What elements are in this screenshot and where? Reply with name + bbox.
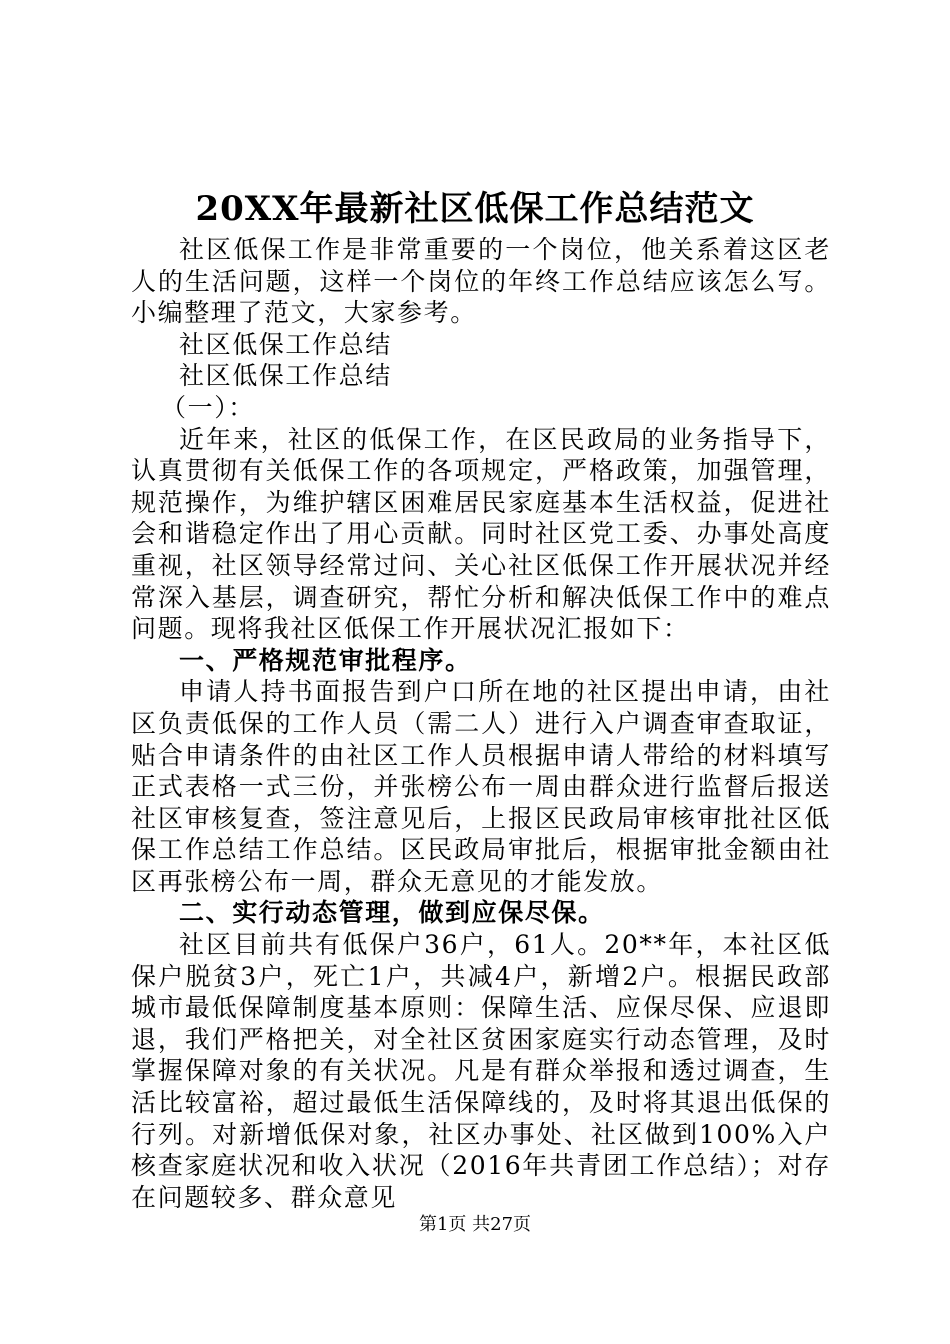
document-title: 20XX年最新社区低保工作总结范文 [195, 189, 755, 229]
document-body [131, 234, 831, 1213]
section-heading: 一、严格规范审批程序。 [179, 645, 472, 675]
paragraph-management: 社区目前共有低保户36户，61人。20**年，本社区低保户脱贫3户，死亡1户，共减4户，新增2户。根据民政部城市最低保障制度基本原则：保障生活、应保尽保、应退即退，我们严格把关，对全社区贫困家庭实行动态管理，及时掌握保障对象的有关状况。凡是有群众举报和透过调查，生活比较富裕，超过最低生活保障线的，及时将其退出低保的行列。对新增低保对象，社区办事处、社区做到100%入户核查家庭状况和收入状况（2016年共青团工作总结）；对存在问题较多、群众意见 [131, 930, 831, 1212]
paragraph-intro: 社区低保工作是非常重要的一个岗位，他关系着这区老人的生活问题，这样一个岗位的年终工作总结应该怎么写。小编整理了范文，大家参考。 [131, 235, 831, 328]
paragraph-subtitle: 社区低保工作总结 [179, 361, 392, 391]
section-heading: 二、实行动态管理，做到应保尽保。 [179, 898, 605, 928]
paragraph-subtitle: 社区低保工作总结 [179, 329, 392, 359]
section-number: （一）： [161, 392, 255, 422]
paragraph-overview: 近年来，社区的低保工作，在区民政局的业务指导下，认真贯彻有关低保工作的各项规定，严格政策，加强管理，规范操作，为维护辖区困难居民家庭基本生活权益，促进社会和谐稳定作出了用心贡献。同时社区党工委、办事处高度重视，社区领导经常过问、关心社区低保工作开展状况并经常深入基层，调查研究，帮忙分析和解决低保工作中的难点问题。现将我社区低保工作开展状况汇报如下： [131, 424, 831, 644]
paragraph-approval: 申请人持书面报告到户口所在地的社区提出申请，由社区负责低保的工作人员（需二人）进行入户调查审查取证，贴合申请条件的由社区工作人员根据申请人带给的材料填写正式表格一式三份，并张榜公布一周由群众进行监督后报送社区审核复查，签注意见后，上报区民政局审核审批社区低保工作总结工作总结。区民政局审批后，根据审批金额由社区再张榜公布一周，群众无意见的才能发放。 [131, 677, 831, 896]
page-footer: 第1页 共27页 [418, 1214, 532, 1235]
